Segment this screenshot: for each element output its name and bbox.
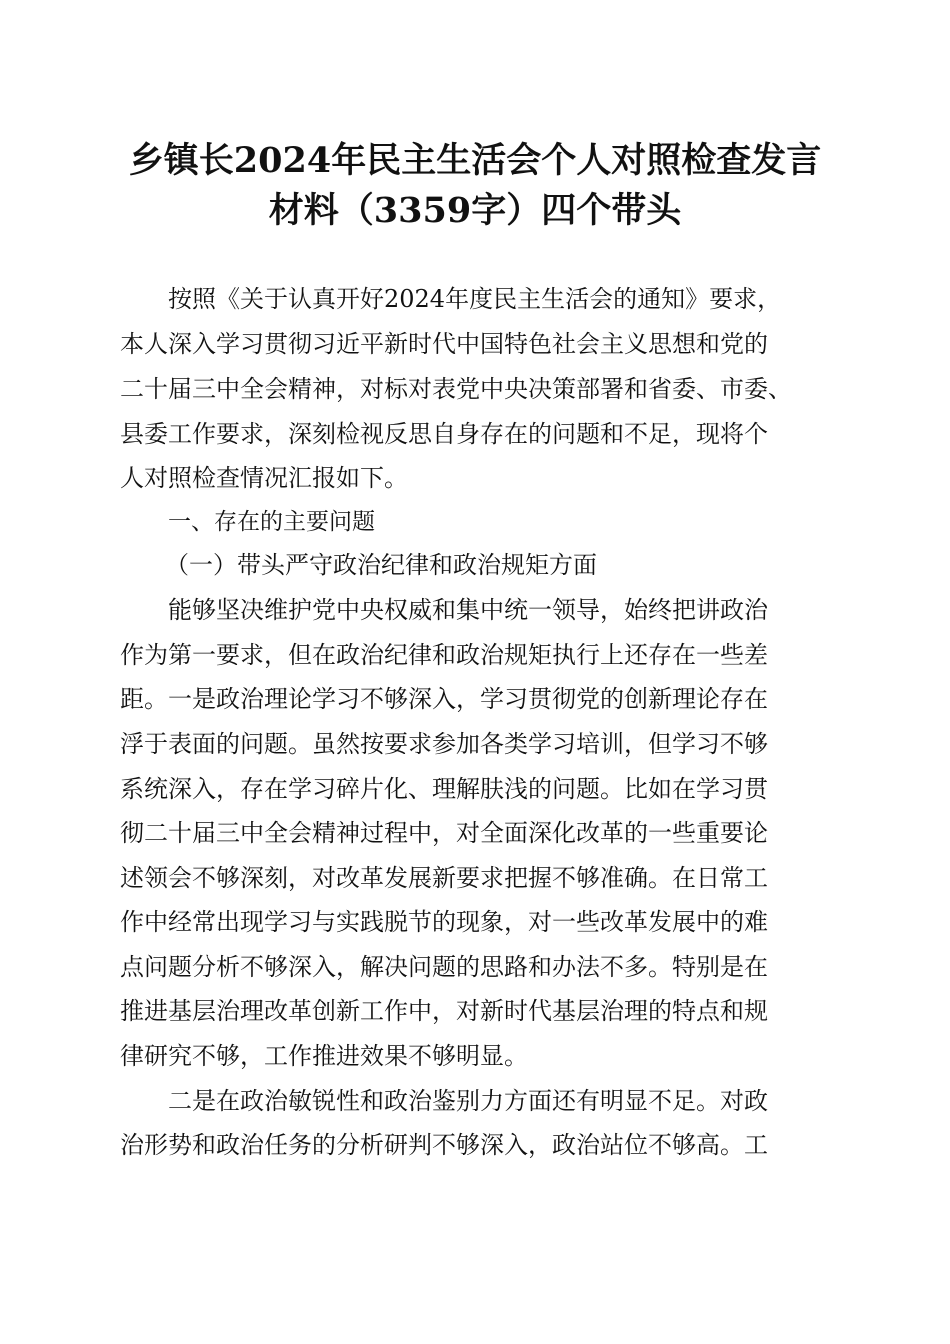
paragraph-2-line-8: 作中经常出现学习与实践脱节的现象，对一些改革发展中的难	[120, 908, 768, 936]
paragraph-3-line-1: 二是在政治敏锐性和政治鉴别力方面还有明显不足。对政	[168, 1087, 768, 1115]
paragraph-2-line-2: 作为第一要求，但在政治纪律和政治规矩执行上还存在一些差	[120, 641, 768, 669]
paragraph-2-line-11: 律研究不够，工作推进效果不够明显。	[120, 1042, 528, 1070]
paragraph-2-line-9: 点问题分析不够深入，解决问题的思路和办法不多。特别是在	[120, 953, 768, 981]
document-title-line-1: 乡镇长2024年民主生活会个人对照检查发言	[128, 140, 822, 181]
paragraph-2-line-1: 能够坚决维护党中央权威和集中统一领导，始终把讲政治	[168, 596, 768, 624]
paragraph-2-line-7: 述领会不够深刻，对改革发展新要求把握不够准确。在日常工	[120, 864, 768, 892]
document-title-line-2: 材料（3359字）四个带头	[268, 190, 682, 231]
subsection-1-heading: （一）带头严守政治纪律和政治规矩方面	[165, 551, 597, 579]
section-1-heading: 一、存在的主要问题	[168, 509, 375, 535]
paragraph-1-line-4: 县委工作要求，深刻检视反思自身存在的问题和不足，现将个	[120, 420, 768, 448]
paragraph-1-line-3: 二十届三中全会精神，对标对表党中央决策部署和省委、市委、	[120, 375, 792, 403]
paragraph-1-line-2: 本人深入学习贯彻习近平新时代中国特色社会主义思想和党的	[120, 330, 768, 358]
paragraph-2-line-4: 浮于表面的问题。虽然按要求参加各类学习培训，但学习不够	[120, 730, 768, 758]
paragraph-2-line-6: 彻二十届三中全会精神过程中，对全面深化改革的一些重要论	[120, 819, 768, 847]
paragraph-2-line-5: 系统深入，存在学习碎片化、理解肤浅的问题。比如在学习贯	[120, 775, 768, 803]
paragraph-2-line-3: 距。一是政治理论学习不够深入，学习贯彻党的创新理论存在	[120, 685, 768, 713]
paragraph-2-line-10: 推进基层治理改革创新工作中，对新时代基层治理的特点和规	[120, 997, 768, 1025]
paragraph-1-line-1: 按照《关于认真开好2024年度民主生活会的通知》要求，	[168, 285, 782, 313]
paragraph-3-line-2: 治形势和政治任务的分析研判不够深入，政治站位不够高。工	[120, 1131, 768, 1159]
paragraph-1-line-5: 人对照检查情况汇报如下。	[120, 464, 408, 492]
